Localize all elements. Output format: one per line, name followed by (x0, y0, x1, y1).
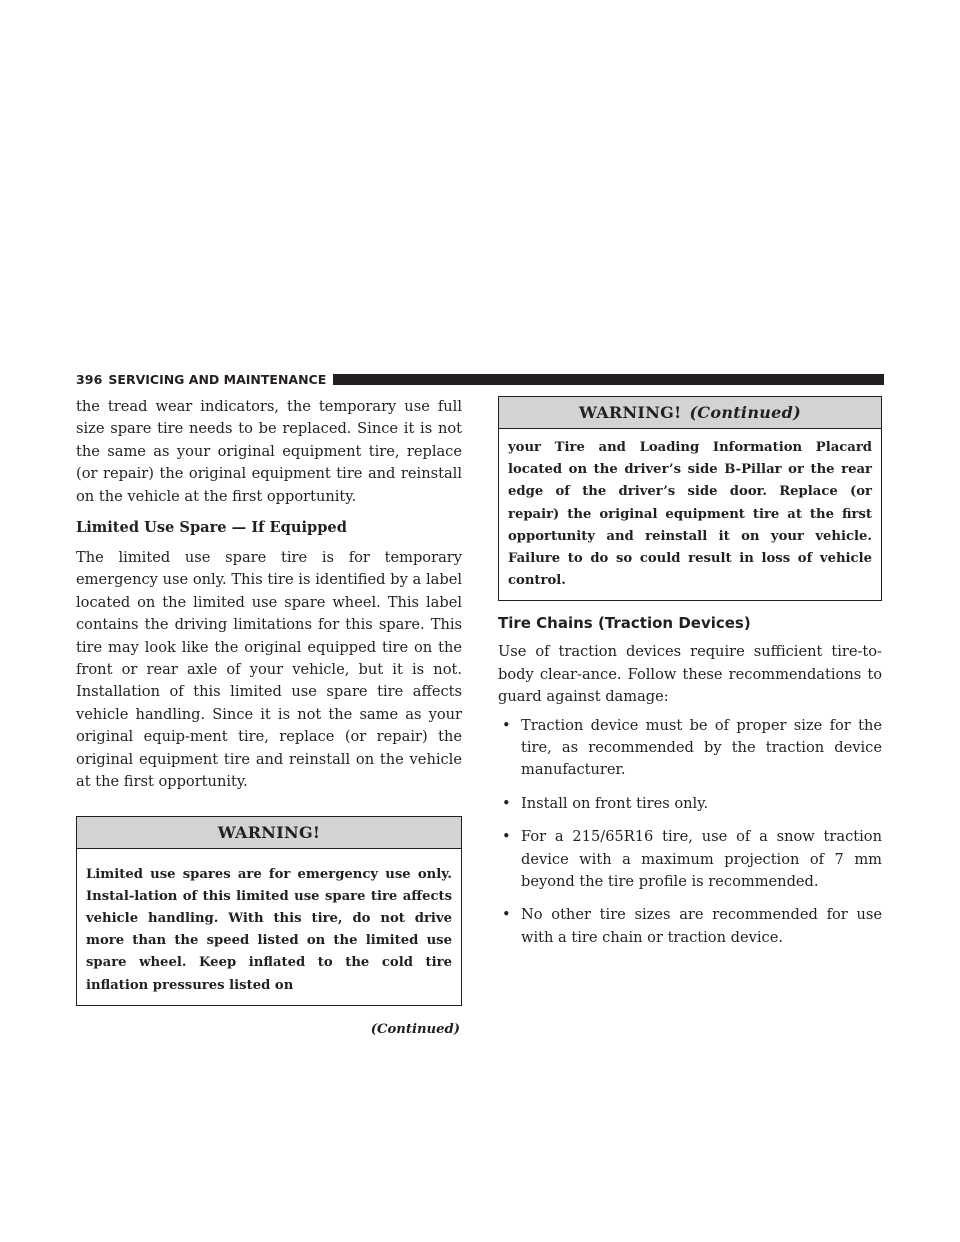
warning-title: WARNING! (77, 817, 461, 849)
list-item (498, 904, 882, 949)
right-column (498, 396, 882, 960)
list-item (498, 826, 882, 893)
tire-chains-paragraph: Use of traction devices require sufficient tire-to-body clear-ance. Follow these recommendations to guard against damage: (498, 643, 882, 706)
bullet-marker: • (502, 906, 511, 924)
limited-use-spare-paragraph: The limited use spare tire is for temporary emergency use only. This tire is identified by a label located on the limited use spare wheel. This label contains the driving limitations for this spare. This tire may look like the original equipped tire on the front or rear axle of your vehicle, but it is not. Installation of this limited use spare tire affects vehicle handling. Since it is not the same as your original equip-ment tire, replace (or repair) the original equipment tire and reinstall on the vehicle at the first opportunity. (76, 549, 462, 791)
bullet-marker: • (502, 716, 511, 734)
warning-continued-box (498, 396, 882, 601)
warning-continued-suffix: (Continued) (689, 403, 802, 422)
intro-paragraph: the tread wear indicators, the temporary use full size spare tire needs to be replaced. Since it is not the same as your original equipment tire, replace (or repair) the original equipment tire and reinstall on the vehicle at the first opportunity. (76, 398, 462, 505)
page-header (76, 368, 884, 390)
list-item-text: For a 215/65R16 tire, use of a snow traction device with a maximum projection of 7 mm beyond the tire profile is recommended. (521, 828, 882, 891)
bullet-marker: • (502, 794, 511, 812)
tire-chains-heading: Tire Chains (Traction Devices) (498, 614, 751, 633)
limited-use-spare-heading: Limited Use Spare — If Equipped (76, 519, 347, 537)
list-item-text: No other tire sizes are recommended for use with a tire chain or traction device. (521, 906, 882, 946)
continued-label: (Continued) (370, 1021, 460, 1037)
list-item (498, 793, 882, 815)
section-title: SERVICING AND MAINTENANCE (108, 371, 327, 387)
bullet-marker: • (502, 828, 511, 846)
list-item (498, 715, 882, 782)
left-column (76, 396, 462, 1037)
warning-text: Limited use spares are for emergency use only. Instal-lation of this limited use spare tire affects vehicle handling. With this tire, do not drive more than the speed listed on the limited use spare wheel. Keep inflated to the cold tire inflation pressures listed on (86, 866, 452, 993)
warning-box (76, 816, 462, 1006)
warning-continued-text: your Tire and Loading Information Placard located on the driver’s side B-Pillar or the rear edge of the driver’s side door. Replace (or repair) the original equipment tire at the first opportunity and reinstall it on your vehicle. Failure to do so could result in loss of vehicle control. (508, 440, 872, 589)
tire-chains-list (498, 715, 882, 950)
list-item-text: Traction device must be of proper size for the tire, as recommended by the traction device manufacturer. (521, 716, 882, 779)
warning-continued-title-text: WARNING! (578, 403, 682, 422)
warning-continued-title (499, 397, 881, 429)
header-rule (333, 374, 884, 385)
page-number: 396 (76, 371, 103, 387)
list-item-text: Install on front tires only. (521, 794, 709, 812)
